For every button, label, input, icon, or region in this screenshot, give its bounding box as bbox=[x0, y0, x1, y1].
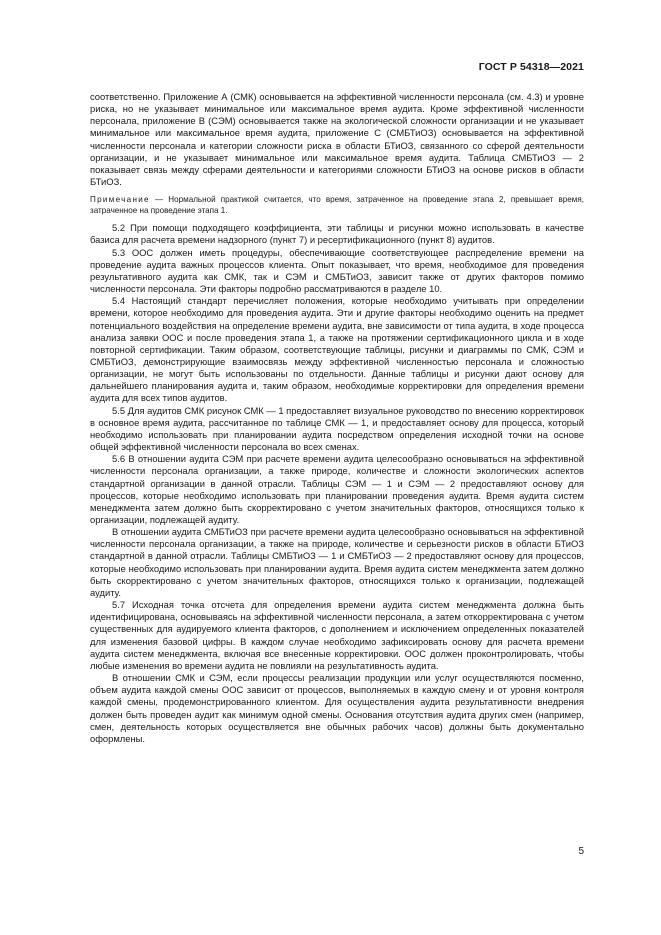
paragraph-5-6: 5.6 В отношении аудита СЭМ при расчете времени аудита целесообразно основываться на эффективной численности персонала организации, а также природе, количестве и сложности экологических аспектов стандартной организации в данной отрасли. Таблицы СЭМ — 1 и СЭМ — 2 предоставляют основу для процессов, которые необходимо использовать при планировании проведения аудита. Время аудита систем менеджмента затем должно быть скорректировано с учетом значительных факторов, относящихся только к организации, подлежащей аудиту. bbox=[90, 453, 584, 525]
paragraph-5-6-ohs: В отношении аудита СМБТиОЗ при расчете времени аудита целесообразно основываться на эффективной численности персонала организации, а также на природе, количестве и серьезности рисков в области БТиОЗ стандартной в данной отрасли. Таблицы СМБТиОЗ — 1 и СМБТиОЗ — 2 предоставляют основу для процессов, которые необходимо использовать при планировании аудита. Время аудита систем менеджмента затем должно быть скорректировано с учетом значительных факторов, относящихся только к организации, подлежащей аудиту. bbox=[90, 526, 584, 598]
document-code: ГОСТ Р 54318—2021 bbox=[478, 61, 584, 73]
page-number: 5 bbox=[578, 846, 584, 857]
paragraph-5-3: 5.3 ООС должен иметь процедуры, обеспечивающие соответствующее распределение времени на проведение аудита важных процессов клиента. Опыт показывает, что время, необходимое для проведения результативного аудита как СМК, так и СЭМ и СМБТиОЗ, зависит также от других факторов помимо численности персонала. Эти факторы подробно рассматриваются в разделе 10. bbox=[90, 246, 584, 295]
paragraph-5-4: 5.4 Настоящий стандарт перечисляет положения, которые необходимо учитывать при определении времени, которое необходимо для проведения аудита. Эти и другие факторы необходимо оценить на предмет потенциального воздействия на определение времени аудита, вне зависимости от типа аудита, в ходе процесса анализа заявки ООС и после проведения этапа 1, а также на протяжении сертификационного цикла и в ходе повторной сертификации. Таким образом, соответствующие таблицы, рисунки и диаграммы по СМК, СЭМ и СМБТиОЗ, демонстрирующие взаимосвязь между эффективной численностью персонала и сложностью организации, не могут быть использованы по отдельности. Данные таблицы и рисунки дают основу для дальнейшего планирования аудита и, таким образом, необходимые корректировки для определения времени аудита для всех типов аудитов. bbox=[90, 295, 584, 404]
paragraph-5-2: 5.2 При помощи подходящего коэффициента, эти таблицы и рисунки можно использовать в качестве базиса для расчета времени надзорного (пункт 7) и ресертификационного (пункт 8) аудитов. bbox=[90, 222, 584, 246]
paragraph-continuation: соответственно. Приложение А (СМК) основывается на эффективной численности персонала (см. 4.3) и уровне риска, но не указывает минимальное или максимальное время аудита. Кроме эффективной численности персонала, приложение В (СЭМ) основывается также на экологической сложности организации и не указывает минимальное или максимальное время аудита, приложение С (СМБТиОЗ) основывается на эффективной численности персонала и категории сложности риска в области БТиОЗ, связанного со сферой деятельности организации, и не указывает минимальное или максимальное время аудита. Таблица СМБТиОЗ — 2 показывает связь между сферами деятельности и категориями сложности БТиОЗ на основе рисков в области БТиОЗ. bbox=[90, 91, 584, 188]
paragraph-5-7: 5.7 Исходная точка отсчета для определения времени аудита систем менеджмента должна быть идентифицирована, основываясь на эффективной численности персонала, а затем откорректирована с учетом существенных для аудируемого клиента факторов, с дополнением и исключением определенных показателей для изменения базовой цифры. В каждом случае необходимо зафиксировать основу для расчета времени аудита систем менеджмента, включая все внесенные корректировки. ООС должен проконтролировать, чтобы любые изменения во времени аудита не повлияли на результативность аудита. bbox=[90, 599, 584, 671]
note bbox=[90, 194, 584, 216]
note-label: Примечание bbox=[90, 195, 150, 205]
paragraph-5-5: 5.5 Для аудитов СМК рисунок СМК — 1 предоставляет визуальное руководство по внесению корректировок в основное время аудита, рассчитанное по таблице СМК — 1, и предоставляет основу для процесса, который необходимо использовать при планировании аудита посредством определения исходной точки на основе общей эффективной численности персонала во всех сменах. bbox=[90, 404, 584, 453]
note-text: — Нормальной практикой считается, что время, затраченное на проведение этапа 2, превышает время, затраченное на проведение этапа 1. bbox=[90, 195, 584, 216]
page-body bbox=[90, 91, 584, 745]
paragraph-5-7-shifts: В отношении СМК и СЭМ, если процессы реализации продукции или услуг осуществляются посменно, объем аудита каждой смены ООС зависит от процессов, выполняемых в каждую смену и от уровня контроля каждой смены, продемонстрированного клиентом. Для осуществления аудита результативности внедрения должен быть проведен аудит как минимум одной смены. Основания отсутствия аудита других смен (например, смен, деятельность которых осуществляется вне обычных рабочих часов) должны быть документально оформлены. bbox=[90, 672, 584, 744]
